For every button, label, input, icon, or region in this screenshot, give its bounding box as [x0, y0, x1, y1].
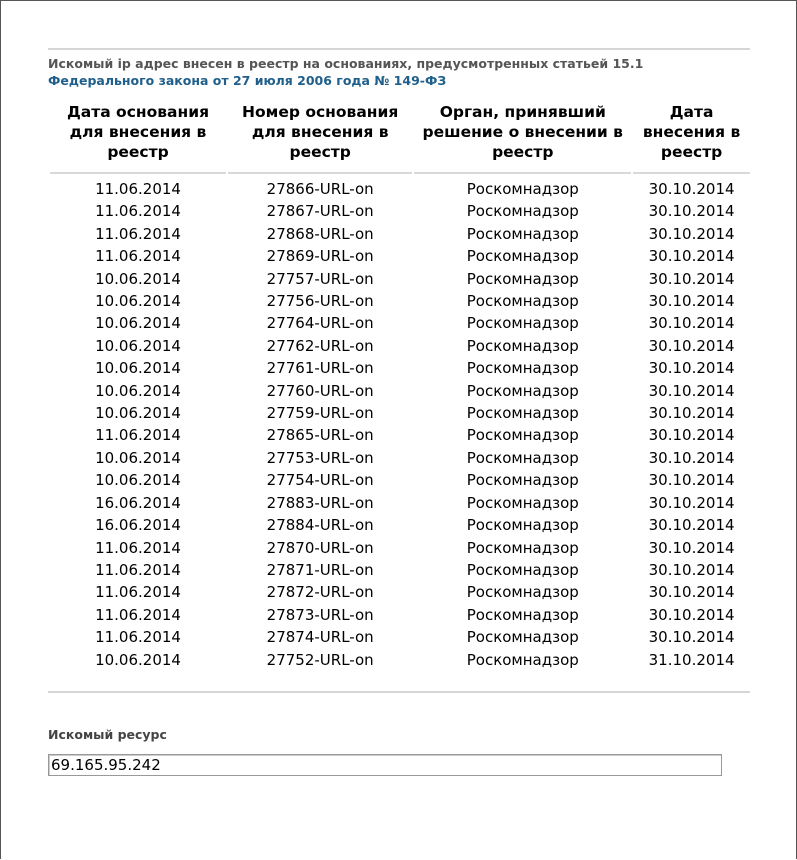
cell-authority: Роскомнадзор [466, 359, 579, 378]
cell-basis-date: 10.06.2014 [95, 292, 181, 311]
cell-basis-number: 27874-URL-on [266, 628, 374, 647]
table-header-row [50, 100, 750, 174]
table-row [50, 581, 750, 603]
resource-label: Искомый ресурс [48, 727, 167, 742]
table-row [50, 290, 750, 312]
cell-added-date: 30.10.2014 [648, 516, 735, 535]
cell-authority: Роскомнадзор [466, 448, 579, 467]
cell-authority: Роскомнадзор [466, 269, 579, 288]
cell-authority: Роскомнадзор [466, 247, 579, 266]
divider-bottom [48, 691, 750, 693]
cell-authority: Роскомнадзор [466, 538, 579, 557]
cell-added-date: 30.10.2014 [648, 292, 735, 311]
cell-basis-number: 27759-URL-on [266, 404, 374, 423]
cell-basis-date: 11.06.2014 [95, 180, 181, 198]
cell-authority: Роскомнадзор [466, 560, 579, 579]
cell-added-date: 30.10.2014 [648, 314, 735, 333]
table-row [50, 174, 750, 200]
table-row [50, 335, 750, 357]
cell-basis-number: 27869-URL-on [266, 247, 374, 266]
cell-basis-number: 27868-URL-on [266, 224, 374, 243]
cell-basis-date: 11.06.2014 [95, 224, 181, 243]
header-added-date: Дата внесения в реестр [633, 100, 750, 174]
cell-basis-number: 27871-URL-on [266, 560, 374, 579]
cell-basis-number: 27752-URL-on [266, 650, 374, 669]
cell-basis-number: 27761-URL-on [266, 359, 374, 378]
cell-authority: Роскомнадзор [466, 292, 579, 311]
cell-added-date: 30.10.2014 [648, 336, 735, 355]
cell-added-date: 30.10.2014 [648, 224, 735, 243]
cell-basis-number: 27756-URL-on [266, 292, 374, 311]
table-row [50, 402, 750, 424]
cell-basis-date: 11.06.2014 [95, 560, 181, 579]
cell-basis-number: 27754-URL-on [266, 471, 374, 490]
cell-basis-date: 10.06.2014 [95, 359, 181, 378]
table-row [50, 604, 750, 626]
divider-top [48, 48, 750, 50]
cell-basis-date: 10.06.2014 [95, 650, 181, 669]
cell-basis-date: 10.06.2014 [95, 314, 181, 333]
cell-basis-date: 16.06.2014 [95, 516, 181, 535]
cell-added-date: 30.10.2014 [648, 448, 735, 467]
cell-added-date: 30.10.2014 [648, 538, 735, 557]
registry-notice-text: Искомый ip адрес внесен в реестр на основаниях, предусмотренных статьей 15.1 [48, 56, 644, 71]
cell-authority: Роскомнадзор [466, 650, 579, 669]
cell-basis-number: 27867-URL-on [266, 202, 374, 221]
cell-basis-date: 10.06.2014 [95, 404, 181, 423]
header-basis-number: Номер основания для внесения в реестр [228, 100, 412, 174]
cell-basis-date: 11.06.2014 [95, 628, 181, 647]
table-row [50, 200, 750, 222]
registry-table [48, 100, 752, 671]
cell-authority: Роскомнадзор [466, 583, 579, 602]
cell-authority: Роскомнадзор [466, 628, 579, 647]
header-authority: Орган, принявший решение о внесении в реестр [414, 100, 631, 174]
table-row [50, 357, 750, 379]
table-row [50, 447, 750, 469]
cell-basis-number: 27883-URL-on [266, 493, 374, 512]
cell-basis-date: 11.06.2014 [95, 583, 181, 602]
cell-basis-number: 27884-URL-on [266, 516, 374, 535]
table-row [50, 380, 750, 402]
cell-basis-number: 27870-URL-on [266, 538, 374, 557]
cell-basis-date: 10.06.2014 [95, 448, 181, 467]
cell-basis-number: 27760-URL-on [266, 381, 374, 400]
cell-basis-number: 27764-URL-on [266, 314, 374, 333]
registry-table-wrap [48, 100, 752, 671]
cell-basis-number: 27865-URL-on [266, 426, 374, 445]
cell-added-date: 30.10.2014 [648, 560, 735, 579]
cell-basis-date: 10.06.2014 [95, 381, 181, 400]
cell-basis-date: 10.06.2014 [95, 471, 181, 490]
cell-authority: Роскомнадзор [466, 493, 579, 512]
cell-added-date: 30.10.2014 [648, 247, 735, 266]
table-row [50, 312, 750, 334]
cell-added-date: 30.10.2014 [648, 605, 735, 624]
cell-basis-date: 10.06.2014 [95, 336, 181, 355]
table-row [50, 514, 750, 536]
cell-authority: Роскомнадзор [466, 471, 579, 490]
cell-basis-date: 11.06.2014 [95, 202, 181, 221]
cell-basis-number: 27753-URL-on [266, 448, 374, 467]
cell-authority: Роскомнадзор [466, 224, 579, 243]
cell-added-date: 30.10.2014 [648, 493, 735, 512]
table-row [50, 649, 750, 671]
cell-authority: Роскомнадзор [466, 426, 579, 445]
cell-added-date: 30.10.2014 [648, 202, 735, 221]
cell-basis-date: 11.06.2014 [95, 605, 181, 624]
cell-added-date: 30.10.2014 [648, 426, 735, 445]
cell-added-date: 30.10.2014 [648, 628, 735, 647]
table-row [50, 492, 750, 514]
table-row [50, 424, 750, 446]
cell-authority: Роскомнадзор [466, 314, 579, 333]
cell-authority: Роскомнадзор [466, 180, 579, 198]
table-row [50, 469, 750, 491]
cell-authority: Роскомнадзор [466, 336, 579, 355]
resource-input[interactable] [48, 754, 722, 776]
cell-basis-number: 27873-URL-on [266, 605, 374, 624]
cell-basis-date: 11.06.2014 [95, 426, 181, 445]
cell-basis-date: 11.06.2014 [95, 247, 181, 266]
cell-added-date: 30.10.2014 [648, 359, 735, 378]
cell-authority: Роскомнадзор [466, 605, 579, 624]
cell-basis-number: 27762-URL-on [266, 336, 374, 355]
cell-authority: Роскомнадзор [466, 404, 579, 423]
table-row [50, 268, 750, 290]
cell-basis-number: 27866-URL-on [266, 180, 374, 198]
table-row [50, 626, 750, 648]
header-basis-date: Дата основания для внесения в реестр [50, 100, 226, 174]
cell-added-date: 30.10.2014 [648, 269, 735, 288]
cell-basis-number: 27872-URL-on [266, 583, 374, 602]
federal-law-link[interactable]: Федерального закона от 27 июля 2006 года № 149-ФЗ [48, 73, 447, 88]
cell-added-date: 30.10.2014 [648, 381, 735, 400]
cell-added-date: 30.10.2014 [648, 180, 735, 198]
cell-authority: Роскомнадзор [466, 202, 579, 221]
table-row [50, 223, 750, 245]
cell-added-date: 30.10.2014 [648, 471, 735, 490]
cell-basis-date: 11.06.2014 [95, 538, 181, 557]
cell-authority: Роскомнадзор [466, 381, 579, 400]
cell-added-date: 30.10.2014 [648, 583, 735, 602]
table-row [50, 559, 750, 581]
cell-authority: Роскомнадзор [466, 516, 579, 535]
cell-added-date: 30.10.2014 [648, 404, 735, 423]
table-row [50, 537, 750, 559]
cell-added-date: 31.10.2014 [648, 650, 735, 669]
cell-basis-date: 10.06.2014 [95, 269, 181, 288]
table-row [50, 245, 750, 267]
cell-basis-number: 27757-URL-on [266, 269, 374, 288]
registry-table-body [50, 174, 750, 671]
cell-basis-date: 16.06.2014 [95, 493, 181, 512]
registry-notice [48, 55, 753, 89]
